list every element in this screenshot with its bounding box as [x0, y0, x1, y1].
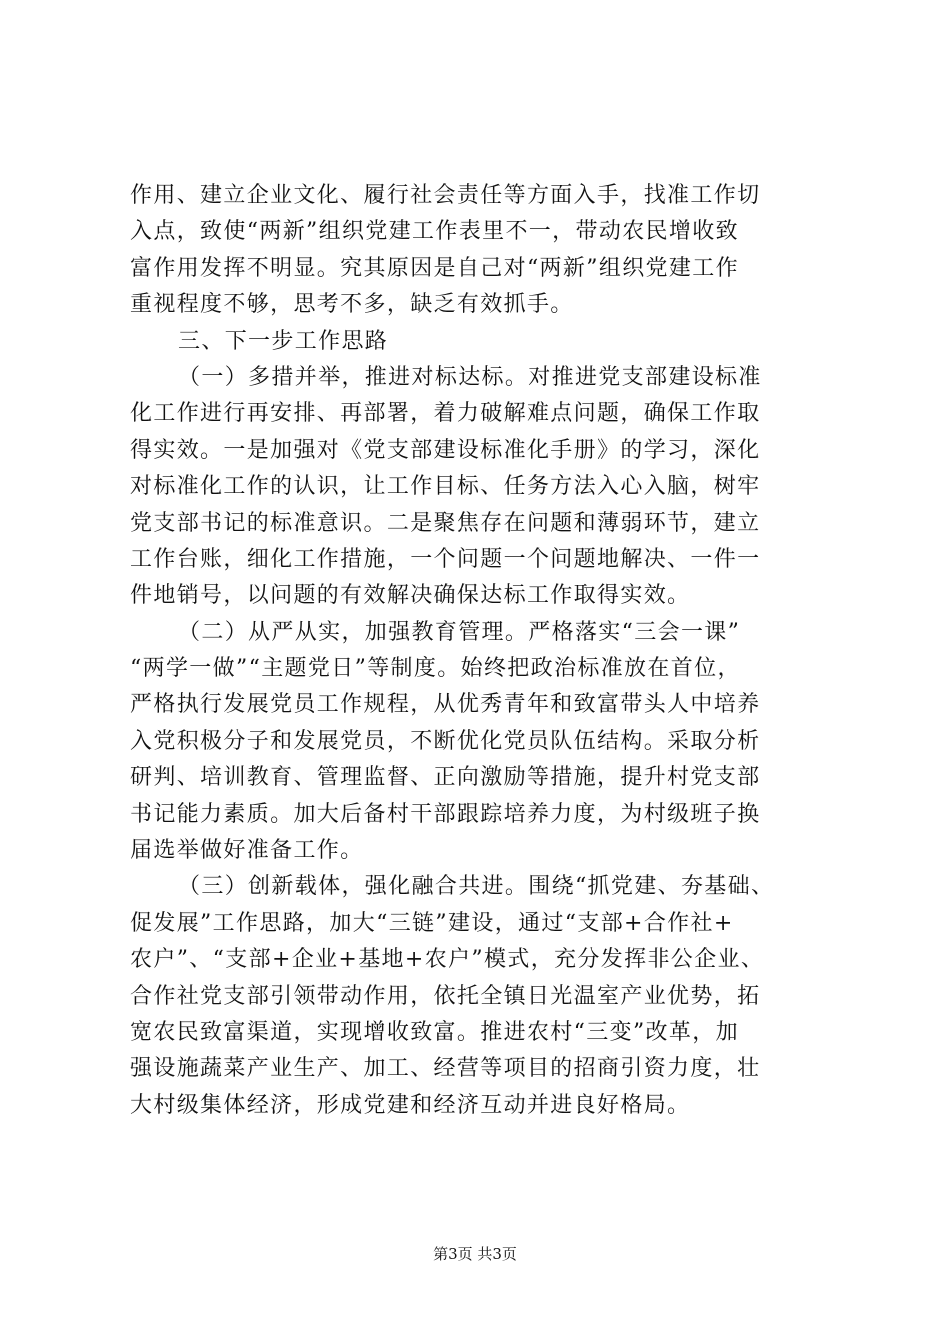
text-line: 大村级集体经济，形成党建和经济互动并进良好格局。: [130, 1092, 691, 1118]
text-line: “两学一做”“主题党日”等制度。始终把政治标准放在首位，: [130, 656, 741, 682]
text-line: 富作用发挥不明显。究其原因是自己对“两新”组织党建工作: [130, 255, 739, 281]
text-line: 件地销号，以问题的有效解决确保达标工作取得实效。: [130, 583, 691, 609]
text-line: （二）从严从实，加强教育管理。严格落实“三会一课”: [178, 619, 741, 645]
text-line: （一）多措并举，推进对标达标。对推进党支部建设标准: [178, 364, 762, 390]
page-number: 第3页 共3页: [433, 1245, 517, 1263]
text-line: 化工作进行再安排、再部署，着力破解难点问题，确保工作取: [130, 401, 761, 427]
text-line: 农户”、“支部+企业+基地+农户”模式，充分发挥非公企业、: [130, 947, 765, 973]
text-line: 党支部书记的标准意识。二是聚焦存在问题和薄弱环节，建立: [130, 510, 761, 536]
text-line: 书记能力素质。加大后备村干部跟踪培养力度，为村级班子换: [130, 801, 761, 827]
text-line: 作用、建立企业文化、履行社会责任等方面入手，找准工作切: [130, 183, 761, 208]
text-line: 严格执行发展党员工作规程，从优秀青年和致富带头人中培养: [130, 692, 761, 718]
text-line: 促发展”工作思路，加大“三链”建设，通过“支部+合作社+: [130, 910, 734, 936]
text-line: 宽农民致富渠道，实现增收致富。推进农村“三变”改革，加: [130, 1019, 739, 1045]
text-line: 得实效。一是加强对《党支部建设标准化手册》的学习，深化: [130, 437, 761, 463]
text-line: 对标准化工作的认识，让工作目标、任务方法入心入脑，树牢: [130, 474, 761, 500]
text-line: 工作台账，细化工作措施，一个问题一个问题地解决、一件一: [130, 546, 761, 572]
section-heading: 三、下一步工作思路: [178, 328, 389, 354]
text-line: 入点，致使“两新”组织党建工作表里不一，带动农民增收致: [130, 219, 739, 245]
document-body: [130, 178, 830, 1124]
text-line: 入党积极分子和发展党员，不断优化党员队伍结构。采取分析: [130, 728, 761, 754]
text-line: 重视程度不够，思考不多，缺乏有效抓手。: [130, 292, 574, 318]
text-line: （三）创新载体，强化融合共进。围绕“抓党建、夯基础、: [178, 874, 775, 900]
text-line: 强设施蔬菜产业生产、加工、经营等项目的招商引资力度，壮: [130, 1056, 761, 1082]
text-line: 合作社党支部引领带动作用，依托全镇日光温室产业优势，拓: [130, 983, 761, 1009]
text-line: 研判、培训教育、管理监督、正向激励等措施，提升村党支部: [130, 765, 761, 791]
text-line: 届选举做好准备工作。: [130, 838, 364, 864]
